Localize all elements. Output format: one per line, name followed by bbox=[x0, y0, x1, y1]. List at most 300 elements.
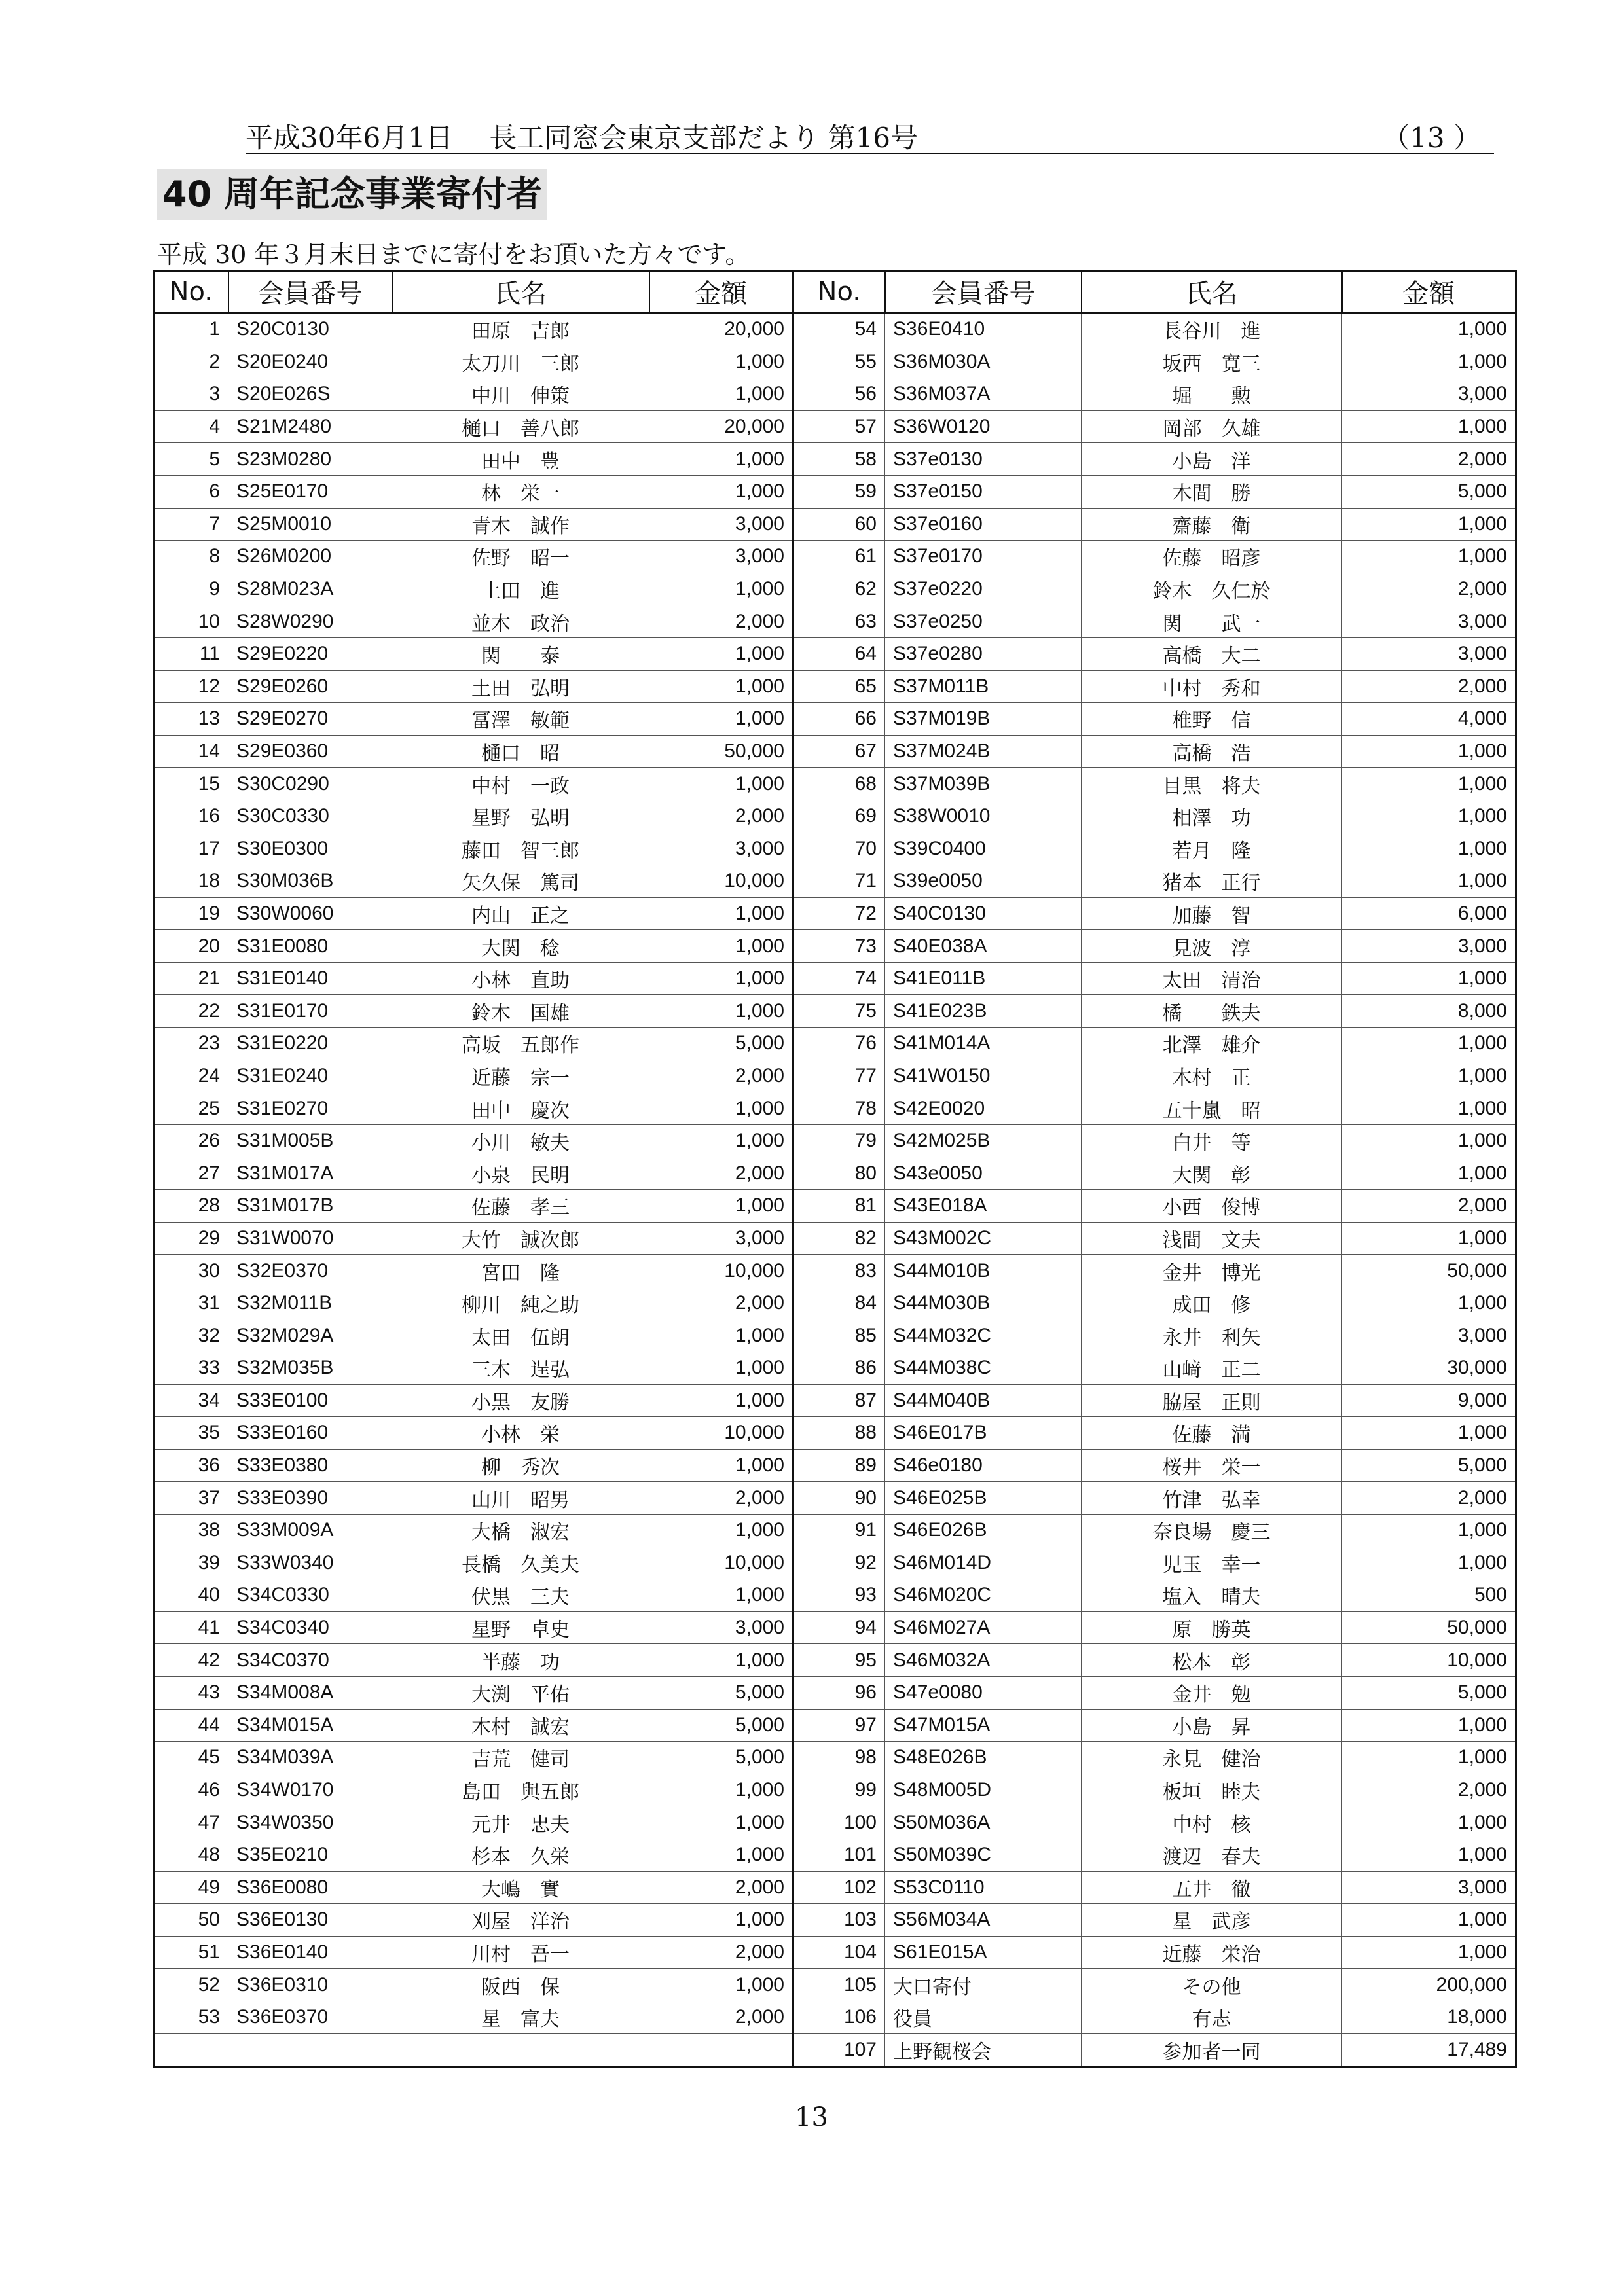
cell-name: 土田 進 bbox=[392, 573, 649, 605]
cell-no: 48 bbox=[154, 1839, 228, 1871]
cell-no: 54 bbox=[793, 313, 885, 346]
cell-no: 45 bbox=[154, 1742, 228, 1774]
cell-member-id: S56M034A bbox=[885, 1904, 1082, 1937]
cell-no: 30 bbox=[154, 1255, 228, 1287]
cell-name: 北澤 雄介 bbox=[1082, 1028, 1342, 1060]
cell-name: 目黒 将夫 bbox=[1082, 768, 1342, 800]
cell-name: 五井 徹 bbox=[1082, 1871, 1342, 1904]
cell-amount: 6,000 bbox=[1342, 897, 1516, 930]
table-row bbox=[154, 573, 1516, 605]
cell-member-id: S29E0360 bbox=[228, 735, 392, 768]
table-row bbox=[154, 1384, 1516, 1417]
cell-name: 矢久保 篤司 bbox=[392, 865, 649, 898]
cell-amount: 1,000 bbox=[649, 1644, 793, 1677]
cell-member-id: S37e0130 bbox=[885, 443, 1082, 476]
table-row bbox=[154, 962, 1516, 995]
table-row bbox=[154, 703, 1516, 736]
cell-amount: 1,000 bbox=[649, 930, 793, 963]
cell-member-id: S37e0150 bbox=[885, 475, 1082, 508]
cell-amount: 20,000 bbox=[649, 410, 793, 443]
table-row bbox=[154, 1579, 1516, 1612]
cell-no: 106 bbox=[793, 2001, 885, 2034]
cell-no: 13 bbox=[154, 703, 228, 736]
cell-name: 椎野 信 bbox=[1082, 703, 1342, 736]
table-row bbox=[154, 800, 1516, 833]
cell-no: 101 bbox=[793, 1839, 885, 1871]
cell-no: 26 bbox=[154, 1124, 228, 1157]
cell-name: 樋口 昭 bbox=[392, 735, 649, 768]
cell-no: 21 bbox=[154, 962, 228, 995]
cell-member-id: S53C0110 bbox=[885, 1871, 1082, 1904]
cell-no: 59 bbox=[793, 475, 885, 508]
cell-amount: 1,000 bbox=[649, 1806, 793, 1839]
cell-member-id: S32E0370 bbox=[228, 1255, 392, 1287]
cell-member-id: S46E017B bbox=[885, 1417, 1082, 1450]
cell-amount: 1,000 bbox=[1342, 768, 1516, 800]
cell-member-id: S44M032C bbox=[885, 1319, 1082, 1352]
cell-member-id: S25E0170 bbox=[228, 475, 392, 508]
cell-name: 宮田 隆 bbox=[392, 1255, 649, 1287]
cell-no: 103 bbox=[793, 1904, 885, 1937]
cell-name: 近藤 宗一 bbox=[392, 1060, 649, 1092]
cell-name: 川村 吾一 bbox=[392, 1936, 649, 1969]
cell-member-id: S20E0240 bbox=[228, 346, 392, 378]
cell-member-id: S36E0410 bbox=[885, 313, 1082, 346]
cell-name: 長橋 久美夫 bbox=[392, 1547, 649, 1579]
page-subtitle: 平成 30 年３月末日までに寄付をお頂いた方々です。 bbox=[157, 240, 750, 269]
table-row bbox=[154, 995, 1516, 1028]
cell-amount: 17,489 bbox=[1342, 2034, 1516, 2067]
table-row bbox=[154, 475, 1516, 508]
cell-no: 46 bbox=[154, 1774, 228, 1806]
table-row bbox=[154, 1190, 1516, 1223]
cell-member-id: S37e0250 bbox=[885, 605, 1082, 638]
cell-member-id: S31M017A bbox=[228, 1157, 392, 1190]
cell-member-id: S23M0280 bbox=[228, 443, 392, 476]
cell-name: 脇屋 正則 bbox=[1082, 1384, 1342, 1417]
table-row bbox=[154, 1904, 1516, 1937]
cell-name: 小西 俊博 bbox=[1082, 1190, 1342, 1223]
cell-no: 32 bbox=[154, 1319, 228, 1352]
table-row bbox=[154, 605, 1516, 638]
cell-amount: 3,000 bbox=[649, 508, 793, 541]
cell-no: 9 bbox=[154, 573, 228, 605]
cell-no: 50 bbox=[154, 1904, 228, 1937]
cell-no: 4 bbox=[154, 410, 228, 443]
cell-name: 高坂 五郎作 bbox=[392, 1028, 649, 1060]
cell-name: 佐野 昭一 bbox=[392, 541, 649, 573]
cell-no: 22 bbox=[154, 995, 228, 1028]
cell-no: 38 bbox=[154, 1514, 228, 1547]
cell-amount: 2,000 bbox=[649, 1936, 793, 1969]
cell-name: 山﨑 正二 bbox=[1082, 1352, 1342, 1385]
cell-amount: 2,000 bbox=[649, 1287, 793, 1319]
cell-name: 金井 勉 bbox=[1082, 1676, 1342, 1709]
cell-amount: 2,000 bbox=[1342, 1774, 1516, 1806]
cell-amount: 1,000 bbox=[1342, 1742, 1516, 1774]
cell-name: 加藤 智 bbox=[1082, 897, 1342, 930]
cell-member-id: S39C0400 bbox=[885, 833, 1082, 865]
cell-no: 102 bbox=[793, 1871, 885, 1904]
cell-member-id: S50M036A bbox=[885, 1806, 1082, 1839]
cell-name: 永井 利矢 bbox=[1082, 1319, 1342, 1352]
cell-amount: 2,000 bbox=[649, 1871, 793, 1904]
table-row bbox=[154, 670, 1516, 703]
cell-no: 85 bbox=[793, 1319, 885, 1352]
cell-name: 中村 核 bbox=[1082, 1806, 1342, 1839]
table-row bbox=[154, 541, 1516, 573]
cell-no: 53 bbox=[154, 2001, 228, 2034]
cell-name: 木村 誠宏 bbox=[392, 1709, 649, 1742]
cell-amount: 1,000 bbox=[1342, 346, 1516, 378]
cell-no: 61 bbox=[793, 541, 885, 573]
cell-member-id: S37M011B bbox=[885, 670, 1082, 703]
cell-name: 堀 勲 bbox=[1082, 378, 1342, 411]
cell-amount: 5,000 bbox=[649, 1742, 793, 1774]
cell-amount: 5,000 bbox=[1342, 1449, 1516, 1482]
cell-amount: 1,000 bbox=[649, 573, 793, 605]
cell-no: 2 bbox=[154, 346, 228, 378]
cell-amount: 10,000 bbox=[649, 1547, 793, 1579]
cell-name: 齋藤 衛 bbox=[1082, 508, 1342, 541]
cell-member-id: S40C0130 bbox=[885, 897, 1082, 930]
cell-name: 小島 洋 bbox=[1082, 443, 1342, 476]
table-row bbox=[154, 1124, 1516, 1157]
cell-member-id: S36E0080 bbox=[228, 1871, 392, 1904]
cell-no: 41 bbox=[154, 1611, 228, 1644]
cell-name: 関 武一 bbox=[1082, 605, 1342, 638]
cell-member-id: S42E0020 bbox=[885, 1092, 1082, 1125]
cell-amount: 2,000 bbox=[649, 2001, 793, 2034]
cell-amount: 1,000 bbox=[649, 995, 793, 1028]
table-row bbox=[154, 1871, 1516, 1904]
cell-member-id: 役員 bbox=[885, 2001, 1082, 2034]
table-row bbox=[154, 1709, 1516, 1742]
cell-amount: 1,000 bbox=[1342, 833, 1516, 865]
cell-amount: 2,000 bbox=[1342, 1482, 1516, 1515]
cell-no: 18 bbox=[154, 865, 228, 898]
cell-name: 大関 稔 bbox=[392, 930, 649, 963]
cell-amount: 5,000 bbox=[1342, 1676, 1516, 1709]
cell-amount: 1,000 bbox=[649, 1384, 793, 1417]
cell-name: 並木 政治 bbox=[392, 605, 649, 638]
cell-amount: 1,000 bbox=[1342, 1092, 1516, 1125]
cell-member-id: S34W0170 bbox=[228, 1774, 392, 1806]
cell-member-id: S37M019B bbox=[885, 703, 1082, 736]
table-row bbox=[154, 1449, 1516, 1482]
col-header-no: No. bbox=[793, 271, 885, 313]
cell-amount: 20,000 bbox=[649, 313, 793, 346]
cell-member-id: S41E023B bbox=[885, 995, 1082, 1028]
page-header bbox=[246, 117, 1494, 153]
cell-no: 91 bbox=[793, 1514, 885, 1547]
table-row bbox=[154, 1060, 1516, 1092]
cell-no: 57 bbox=[793, 410, 885, 443]
cell-name: 山川 昭男 bbox=[392, 1482, 649, 1515]
cell-member-id: S46M032A bbox=[885, 1644, 1082, 1677]
cell-member-id: S47M015A bbox=[885, 1709, 1082, 1742]
cell-name: その他 bbox=[1082, 1969, 1342, 2001]
cell-no: 62 bbox=[793, 573, 885, 605]
cell-amount: 1,000 bbox=[1342, 1060, 1516, 1092]
cell-amount: 3,000 bbox=[649, 833, 793, 865]
cell-member-id: S46M020C bbox=[885, 1579, 1082, 1612]
cell-amount: 9,000 bbox=[1342, 1384, 1516, 1417]
table-row bbox=[154, 2001, 1516, 2034]
cell-member-id: S32M035B bbox=[228, 1352, 392, 1385]
cell-name: 小島 昇 bbox=[1082, 1709, 1342, 1742]
cell-name: 土田 弘明 bbox=[392, 670, 649, 703]
cell-no: 95 bbox=[793, 1644, 885, 1677]
cell-member-id: S31E0270 bbox=[228, 1092, 392, 1125]
cell-name: 松本 彰 bbox=[1082, 1644, 1342, 1677]
cell-amount: 1,000 bbox=[1342, 865, 1516, 898]
table-row bbox=[154, 1287, 1516, 1319]
cell-name: 有志 bbox=[1082, 2001, 1342, 2034]
cell-member-id: S33M009A bbox=[228, 1514, 392, 1547]
cell-name: 島田 與五郎 bbox=[392, 1774, 649, 1806]
cell-amount: 500 bbox=[1342, 1579, 1516, 1612]
cell-member-id: S36M037A bbox=[885, 378, 1082, 411]
cell-no: 37 bbox=[154, 1482, 228, 1515]
cell-amount: 1,000 bbox=[649, 1092, 793, 1125]
cell-no: 79 bbox=[793, 1124, 885, 1157]
header-rule bbox=[246, 153, 1494, 154]
cell-name: 佐藤 孝三 bbox=[392, 1190, 649, 1223]
cell-member-id: S44M038C bbox=[885, 1352, 1082, 1385]
cell-member-id: S50M039C bbox=[885, 1839, 1082, 1871]
cell-no: 31 bbox=[154, 1287, 228, 1319]
table-row bbox=[154, 2034, 1516, 2067]
cell-member-id: S34M039A bbox=[228, 1742, 392, 1774]
cell-no: 25 bbox=[154, 1092, 228, 1125]
cell-member-id: S33E0380 bbox=[228, 1449, 392, 1482]
cell-amount: 1,000 bbox=[1342, 1157, 1516, 1190]
table-row bbox=[154, 1936, 1516, 1969]
cell-amount: 1,000 bbox=[1342, 1028, 1516, 1060]
cell-no: 107 bbox=[793, 2034, 885, 2067]
cell-no: 19 bbox=[154, 897, 228, 930]
cell-name: 木村 正 bbox=[1082, 1060, 1342, 1092]
cell-name: 太田 清治 bbox=[1082, 962, 1342, 995]
cell-member-id: S40E038A bbox=[885, 930, 1082, 963]
cell-amount: 1,000 bbox=[1342, 1417, 1516, 1450]
cell-member-id: S37M039B bbox=[885, 768, 1082, 800]
cell-name: 大渕 平佑 bbox=[392, 1676, 649, 1709]
cell-name: 星野 弘明 bbox=[392, 800, 649, 833]
cell-no: 20 bbox=[154, 930, 228, 963]
cell-no: 28 bbox=[154, 1190, 228, 1223]
cell-no: 99 bbox=[793, 1774, 885, 1806]
cell-name: 鈴木 国雄 bbox=[392, 995, 649, 1028]
cell-name: 三木 逞弘 bbox=[392, 1352, 649, 1385]
cell-name: 藤田 智三郎 bbox=[392, 833, 649, 865]
cell-member-id: S36E0130 bbox=[228, 1904, 392, 1937]
cell-name: 原 勝英 bbox=[1082, 1611, 1342, 1644]
cell-amount: 2,000 bbox=[1342, 1190, 1516, 1223]
cell-member-id: S29E0260 bbox=[228, 670, 392, 703]
cell-no: 78 bbox=[793, 1092, 885, 1125]
table-row bbox=[154, 1157, 1516, 1190]
cell-amount: 1,000 bbox=[1342, 1222, 1516, 1255]
cell-amount: 1,000 bbox=[1342, 1839, 1516, 1871]
cell-amount: 4,000 bbox=[1342, 703, 1516, 736]
cell-amount: 50,000 bbox=[1342, 1255, 1516, 1287]
cell-no: 74 bbox=[793, 962, 885, 995]
table-body bbox=[154, 313, 1516, 2067]
cell-member-id: S33W0340 bbox=[228, 1547, 392, 1579]
cell-name: 樋口 善八郎 bbox=[392, 410, 649, 443]
cell-member-id: S43e0050 bbox=[885, 1157, 1082, 1190]
cell-no: 3 bbox=[154, 378, 228, 411]
table-row bbox=[154, 1028, 1516, 1060]
cell-amount: 1,000 bbox=[1342, 800, 1516, 833]
cell-amount: 2,000 bbox=[1342, 670, 1516, 703]
cell-no: 14 bbox=[154, 735, 228, 768]
cell-name: 小林 栄 bbox=[392, 1417, 649, 1450]
cell-name: 林 栄一 bbox=[392, 475, 649, 508]
cell-no: 88 bbox=[793, 1417, 885, 1450]
cell-no: 76 bbox=[793, 1028, 885, 1060]
cell-amount: 30,000 bbox=[1342, 1352, 1516, 1385]
cell-amount: 1,000 bbox=[649, 1352, 793, 1385]
cell-no: 7 bbox=[154, 508, 228, 541]
cell-no: 82 bbox=[793, 1222, 885, 1255]
cell-amount: 1,000 bbox=[1342, 1547, 1516, 1579]
table-row bbox=[154, 1222, 1516, 1255]
cell-no: 60 bbox=[793, 508, 885, 541]
cell-member-id: S25M0010 bbox=[228, 508, 392, 541]
cell-amount: 1,000 bbox=[1342, 1514, 1516, 1547]
table-header-row bbox=[154, 271, 1516, 313]
cell-name: 柳川 純之助 bbox=[392, 1287, 649, 1319]
cell-name: 若月 隆 bbox=[1082, 833, 1342, 865]
cell-amount: 3,000 bbox=[1342, 930, 1516, 963]
cell-member-id: S36E0310 bbox=[228, 1969, 392, 2001]
cell-amount: 5,000 bbox=[1342, 475, 1516, 508]
cell-member-id: S46e0180 bbox=[885, 1449, 1082, 1482]
cell-name: 太刀川 三郎 bbox=[392, 346, 649, 378]
cell-name: 近藤 栄治 bbox=[1082, 1936, 1342, 1969]
table-row bbox=[154, 1092, 1516, 1125]
cell-no: 27 bbox=[154, 1157, 228, 1190]
table-row bbox=[154, 1774, 1516, 1806]
cell-amount: 1,000 bbox=[1342, 410, 1516, 443]
cell-no: 40 bbox=[154, 1579, 228, 1612]
cell-member-id: S34M015A bbox=[228, 1709, 392, 1742]
cell-name: 大嶋 實 bbox=[392, 1871, 649, 1904]
cell-amount: 1,000 bbox=[649, 443, 793, 476]
cell-no: 80 bbox=[793, 1157, 885, 1190]
cell-no: 52 bbox=[154, 1969, 228, 2001]
cell-member-id: S43M002C bbox=[885, 1222, 1082, 1255]
cell-name: 参加者一同 bbox=[1082, 2034, 1342, 2067]
cell-member-id: S41E011B bbox=[885, 962, 1082, 995]
cell-amount: 1,000 bbox=[649, 1514, 793, 1547]
donor-table bbox=[153, 270, 1517, 2068]
cell-name: 冨澤 敏範 bbox=[392, 703, 649, 736]
cell-amount: 1,000 bbox=[649, 1904, 793, 1937]
cell-member-id: S31W0070 bbox=[228, 1222, 392, 1255]
cell-amount: 1,000 bbox=[649, 637, 793, 670]
cell-member-id: S34W0350 bbox=[228, 1806, 392, 1839]
cell-member-id: 大口寄付 bbox=[885, 1969, 1082, 2001]
cell-member-id: S31M017B bbox=[228, 1190, 392, 1223]
cell-member-id: S38W0010 bbox=[885, 800, 1082, 833]
cell-name: 浅間 文夫 bbox=[1082, 1222, 1342, 1255]
cell-member-id: S34C0330 bbox=[228, 1579, 392, 1612]
cell-amount: 1,000 bbox=[649, 1124, 793, 1157]
cell-amount: 2,000 bbox=[649, 1482, 793, 1515]
cell-no: 63 bbox=[793, 605, 885, 638]
cell-no: 84 bbox=[793, 1287, 885, 1319]
cell-name: 渡辺 春夫 bbox=[1082, 1839, 1342, 1871]
table-row bbox=[154, 1319, 1516, 1352]
table-row bbox=[154, 508, 1516, 541]
cell-name: 伏黒 三夫 bbox=[392, 1579, 649, 1612]
cell-amount: 10,000 bbox=[649, 1255, 793, 1287]
cell-amount: 1,000 bbox=[649, 1839, 793, 1871]
cell-name: 板垣 睦夫 bbox=[1082, 1774, 1342, 1806]
cell-no: 49 bbox=[154, 1871, 228, 1904]
cell-no: 42 bbox=[154, 1644, 228, 1677]
cell-amount: 3,000 bbox=[1342, 1319, 1516, 1352]
table-row bbox=[154, 833, 1516, 865]
cell-amount: 1,000 bbox=[649, 475, 793, 508]
cell-member-id: S48M005D bbox=[885, 1774, 1082, 1806]
cell-amount: 1,000 bbox=[1342, 1936, 1516, 1969]
table-row bbox=[154, 1644, 1516, 1677]
cell-member-id: S32M029A bbox=[228, 1319, 392, 1352]
cell-no: 33 bbox=[154, 1352, 228, 1385]
cell-name: 白井 等 bbox=[1082, 1124, 1342, 1157]
cell-member-id: S46M027A bbox=[885, 1611, 1082, 1644]
cell-amount: 18,000 bbox=[1342, 2001, 1516, 2034]
cell-amount: 1,000 bbox=[1342, 1287, 1516, 1319]
cell-amount: 2,000 bbox=[649, 800, 793, 833]
cell-name: 佐藤 昭彦 bbox=[1082, 541, 1342, 573]
cell-amount: 1,000 bbox=[649, 670, 793, 703]
cell-name: 佐藤 満 bbox=[1082, 1417, 1342, 1450]
cell-name: 桜井 栄一 bbox=[1082, 1449, 1342, 1482]
cell-no: 44 bbox=[154, 1709, 228, 1742]
cell-no: 86 bbox=[793, 1352, 885, 1385]
cell-member-id: S44M010B bbox=[885, 1255, 1082, 1287]
cell-name: 杉本 久栄 bbox=[392, 1839, 649, 1871]
cell-no: 6 bbox=[154, 475, 228, 508]
cell-member-id: S61E015A bbox=[885, 1936, 1082, 1969]
cell-amount: 3,000 bbox=[1342, 1871, 1516, 1904]
cell-name: 小林 直助 bbox=[392, 962, 649, 995]
cell-member-id: S41W0150 bbox=[885, 1060, 1082, 1092]
cell-name: 星 武彦 bbox=[1082, 1904, 1342, 1937]
cell-member-id: S36W0120 bbox=[885, 410, 1082, 443]
cell-no: 47 bbox=[154, 1806, 228, 1839]
cell-amount: 1,000 bbox=[649, 962, 793, 995]
cell-no: 93 bbox=[793, 1579, 885, 1612]
cell-member-id: S30E0300 bbox=[228, 833, 392, 865]
cell-no: 55 bbox=[793, 346, 885, 378]
cell-no: 71 bbox=[793, 865, 885, 898]
cell-no: 1 bbox=[154, 313, 228, 346]
cell-no: 81 bbox=[793, 1190, 885, 1223]
cell-member-id: S30C0290 bbox=[228, 768, 392, 800]
cell-no: 100 bbox=[793, 1806, 885, 1839]
cell-amount: 1,000 bbox=[1342, 1806, 1516, 1839]
cell-no: 35 bbox=[154, 1417, 228, 1450]
cell-amount: 1,000 bbox=[1342, 1904, 1516, 1937]
table-row bbox=[154, 930, 1516, 963]
